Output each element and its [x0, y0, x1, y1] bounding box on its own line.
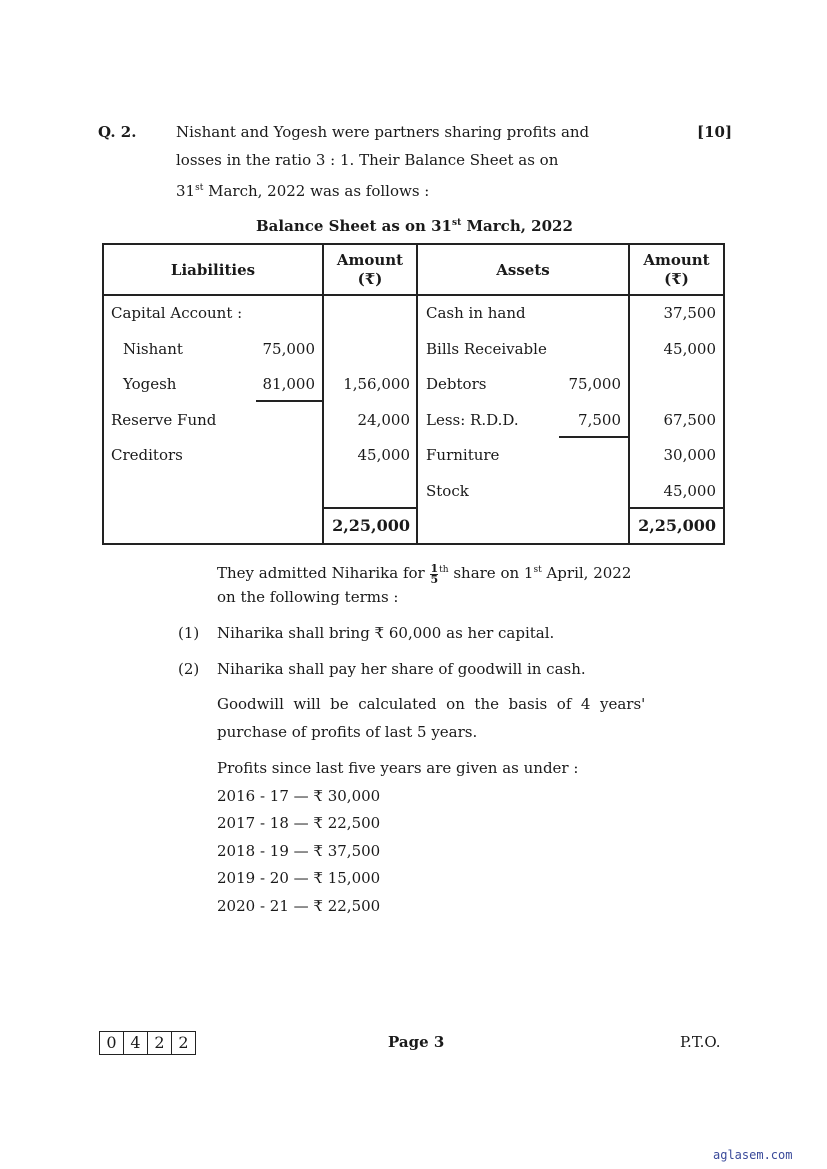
pto: P.T.O. — [680, 1033, 721, 1051]
admission-text — [217, 561, 631, 585]
profit-row: 2017 - 18 — ₹ 22,500 — [217, 814, 381, 832]
title-sup: st — [452, 218, 462, 228]
admission-mid: share on 1 — [448, 564, 534, 582]
title-post: March, 2022 — [461, 217, 573, 235]
asset-amount: 37,500 — [663, 304, 716, 322]
liability-label: Nishant — [123, 340, 183, 358]
header-amount: Amount — [336, 251, 404, 269]
profit-row: 2016 - 17 — ₹ 30,000 — [217, 787, 381, 805]
paper-code — [99, 1031, 196, 1055]
liability-sub: 75,000 — [262, 340, 315, 358]
code-digit: 2 — [171, 1032, 195, 1054]
liability-label: Yogesh — [123, 375, 177, 393]
goodwill-text: Goodwill will be calculated on the basis of 4 years' — [217, 695, 646, 713]
date-rest: March, 2022 was as follows : — [203, 182, 430, 200]
term-number: (1) — [178, 624, 200, 642]
asset-label: Cash in hand — [426, 304, 526, 322]
goodwill-text: purchase of profits of last 5 years. — [217, 723, 478, 741]
header-rupee: (₹) — [664, 270, 689, 288]
header-assets: Assets — [496, 261, 550, 279]
admission-post: April, 2022 — [541, 564, 632, 582]
date-sup: st — [195, 183, 204, 193]
code-digit: 2 — [147, 1032, 171, 1054]
liability-amount: 1,56,000 — [343, 375, 410, 393]
asset-amount: 45,000 — [663, 340, 716, 358]
code-digit: 0 — [106, 1033, 117, 1052]
term-text: Niharika shall bring ₹ 60,000 as her capital. — [217, 624, 555, 642]
admission-sup: st — [533, 565, 542, 575]
date-day: 31 — [176, 182, 196, 200]
liability-label: Creditors — [111, 446, 183, 464]
frac-sup: th — [439, 565, 449, 575]
denominator: 5 — [430, 572, 439, 586]
total-assets: 2,25,000 — [638, 516, 716, 535]
asset-amount: 45,000 — [663, 482, 716, 500]
liability-sub: 81,000 — [262, 375, 315, 393]
total-liabilities: 2,25,000 — [332, 516, 410, 535]
asset-sub: 75,000 — [568, 375, 621, 393]
header-rupee: (₹) — [357, 270, 383, 288]
question-number: Q. 2. — [98, 123, 137, 141]
header-liabilities: Liabilities — [170, 261, 256, 279]
code-digit: 4 — [123, 1032, 147, 1054]
asset-label: Less: R.D.D. — [426, 411, 519, 429]
asset-amount: 30,000 — [663, 446, 716, 464]
profit-row: 2020 - 21 — ₹ 22,500 — [217, 897, 381, 915]
profit-row: 2019 - 20 — ₹ 15,000 — [217, 869, 381, 887]
table-title — [256, 214, 573, 235]
question-text: losses in the ratio 3 : 1. Their Balance Sheet as on — [176, 151, 559, 169]
profits-heading: Profits since last five years are given as under : — [217, 759, 579, 777]
page-number: Page 3 — [388, 1033, 445, 1051]
asset-label: Bills Receivable — [426, 340, 547, 358]
admission-line2: on the following terms : — [217, 588, 399, 606]
asset-label: Furniture — [426, 446, 500, 464]
question-text: Nishant and Yogesh were partners sharing profits and — [176, 123, 590, 141]
liability-label: Reserve Fund — [111, 411, 217, 429]
profit-row: 2018 - 19 — ₹ 37,500 — [217, 842, 381, 860]
asset-label: Debtors — [426, 375, 487, 393]
term-number: (2) — [178, 660, 200, 678]
title-pre: Balance Sheet as on 31 — [256, 217, 452, 235]
liability-label: Capital Account : — [111, 304, 243, 322]
watermark: aglasem.com — [713, 1148, 793, 1162]
asset-sub: 7,500 — [578, 411, 621, 429]
numerator: 1 — [430, 561, 439, 575]
asset-amount: 67,500 — [663, 411, 716, 429]
fraction — [430, 561, 439, 586]
asset-label: Stock — [426, 482, 469, 500]
term-text: Niharika shall pay her share of goodwill in cash. — [217, 660, 586, 678]
question-text — [176, 179, 429, 200]
admission-pre: They admitted Niharika for — [217, 564, 425, 582]
liability-amount: 24,000 — [357, 411, 410, 429]
header-amount: Amount — [643, 251, 710, 269]
marks: [10] — [697, 123, 733, 141]
liability-amount: 45,000 — [357, 446, 410, 464]
